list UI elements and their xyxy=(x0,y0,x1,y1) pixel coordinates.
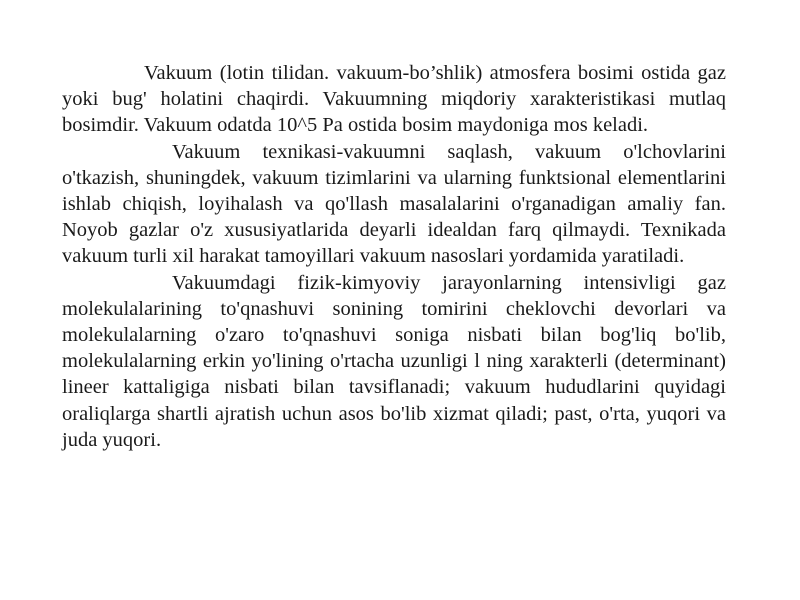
paragraph-vakuum-texnikasi: Vakuum texnikasi-vakuumni saqlash, vakuum o'lchovlarini o'tkazish, shuningdek, vakuum tizimlarini va ularning funktsional elementlarini ishlab chiqish, loyihalash va qo'llash masalalarini o'rganadigan amaliy fan. Noyob gazlar o'z xususiyatlarida deyarli idealdan farq qilmaydi. Texnikada vakuum turli xil harakat tamoyillari vakuum nasoslari yordamida yaratiladi. xyxy=(62,140,726,268)
paragraph-fizik-kimyoviy-jarayonlar: Vakuumdagi fizik-kimyoviy jarayonlarning intensivligi gaz molekulalarining to'qnashuvi sonining tomirini cheklovchi devorlari va molekulalarning o'zaro to'qnashuvi soniga nisbati bilan bog'liq bo'lib, molekulalarning erkin yo'lining o'rtacha uzunligi l ning xarakterli (determinant) lineer kattaligiga nisbati bilan tavsiflanadi; vakuum hududlarini quyidagi oraliqlarga shartli ajratish uchun asos bo'lib xizmat qiladi; past, o'rta, yuqori va juda yuqori. xyxy=(62,271,726,451)
paragraph-vakuum-definition: Vakuum (lotin tilidan. vakuum-bo’shlik) atmosfera bosimi ostida gaz yoki bug' holatini chaqirdi. Vakuumning miqdoriy xarakteristikasi mutlaq bosimdir. Vakuum odatda 10^5 Pa ostida bosim maydoniga mos keladi. xyxy=(62,62,726,137)
document-body xyxy=(62,60,726,453)
